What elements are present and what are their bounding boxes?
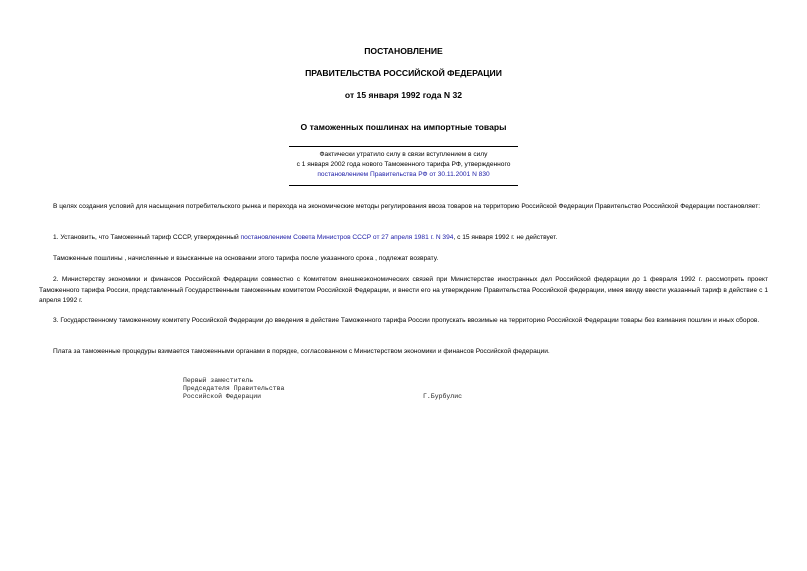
clause-1-text-end: , с 15 января 1992 г. не действует. [453,234,558,241]
fees-paragraph: Плата за таможенные процедуры взимается таможенными органами в порядке, согласованном с Министерством экономики и финансов Российской федерации. [53,348,550,355]
signatory-position-line-1: Первый заместитель [183,377,254,384]
signatory-position-line-3: Российской Федерации [183,393,262,400]
clause-1-refund-paragraph: Таможенные пошлины , начисленные и взысканные на основании этого тарифа после указанного срока , подлежат возврату. [53,255,439,262]
clause-3-paragraph: 3. Государственному таможенному комитету Российской Федерации до введения в действие Таможенного тарифа России пропускать ввозимые на территорию Российской Федерации товары без взимания пошлин и иных сборов. [53,317,760,324]
issuer-heading: ПРАВИТЕЛЬСТВА РОССИЙСКОЙ ФЕДЕРАЦИИ [305,68,502,78]
document-type-heading: ПОСТАНОВЛЕНИЕ [364,46,443,56]
signatory-name: Г.Бурбулис [423,393,463,400]
subject-heading: О таможенных пошлинах на импортные товары [300,122,507,132]
status-note-line-3 [0,170,807,180]
clause-1-paragraph [39,233,768,244]
signatory-position-line-2: Председателя Правительства [183,385,285,392]
status-note-top-rule [289,146,518,147]
clause-2-paragraph: 2. Министерству экономики и финансов Российской Федерации совместно с Комитетом внешнеэкономических связей при Министерстве иностранных дел Российской федерации до 1 февраля 1992 г. рассмотреть проект Таможенного тарифа России, представленный Государственным таможенным комитетом Российской Федерации, и внести его на утверждение Правительства Российской федерации, имея ввиду ввести указанный тариф в действие с 1 апреля 1992 г. [39,276,768,304]
repealing-decree-link[interactable]: постановлением Правительства РФ от 30.11.2001 N 830 [317,171,490,178]
clause-1-text-start: 1. Установить, что Таможенный тариф СССР, утвержденный [53,234,241,241]
preamble-paragraph: В целях создания условий для насыщения потребительского рынка и перехода на экономические методы регулирования ввоза товаров на территорию Российской Федерации Правительство Российской Федерации постановляет: [53,203,761,210]
status-note-bottom-rule [289,185,518,186]
date-number-heading: от 15 января 1992 года N 32 [344,90,463,100]
ussr-tariff-decree-link[interactable]: постановлением Совета Министров СССР от 27 апреля 1981 г. N 394 [240,234,454,241]
status-note-line-1: Фактически утратило силу в связи вступлением в силу [319,151,488,158]
status-note-line-2: с 1 января 2002 года нового Таможенного тарифа РФ, утвержденного [296,161,511,168]
